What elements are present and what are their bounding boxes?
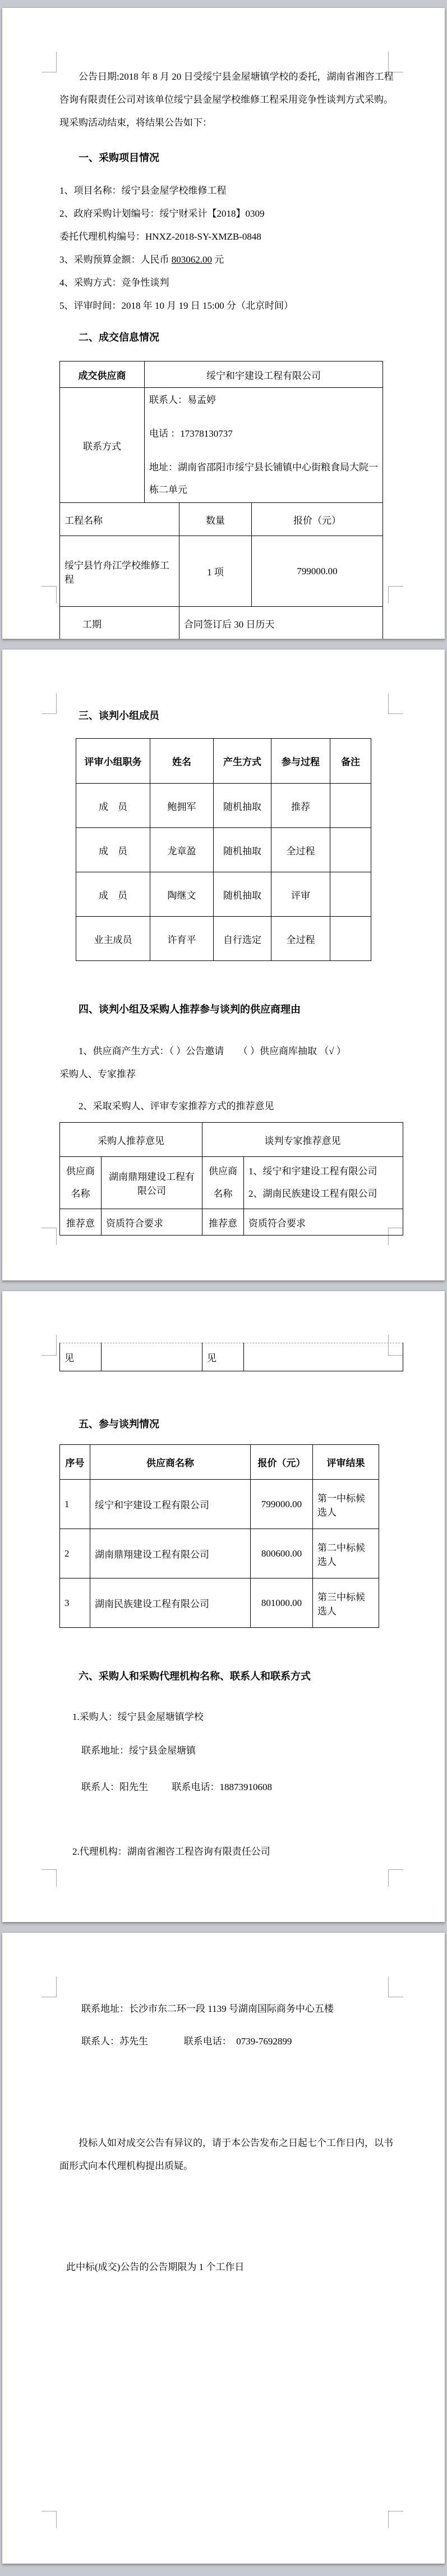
buyer-address: 联系地址：绥宁县金屋塘镇: [81, 1745, 196, 1756]
table-row: [60, 1578, 379, 1628]
panel-note: [330, 872, 371, 917]
buyer-opinion-header: 采购人推荐意见: [60, 1123, 202, 1157]
crop-mark-top-left-icon: [42, 1976, 57, 1997]
bid-price: 801000.00: [251, 1578, 313, 1628]
panel-process: 全过程: [271, 917, 330, 961]
section-heading-5: 五、参与谈判情况: [79, 1419, 159, 1430]
bid-col-index: 序号: [60, 1445, 90, 1480]
bid-supplier: 湖南鼎翔建设工程有限公司: [90, 1529, 251, 1578]
panel-method: 随机抽取: [214, 872, 271, 917]
supplier-mode-line1: 1、供应商产生方式：（ ）公告邀请 （ ）供应商库抽取 （√ ）: [79, 1046, 346, 1056]
opinion-label: 推荐意: [60, 1209, 102, 1236]
bid-index: 2: [60, 1529, 90, 1578]
table-row: [76, 784, 371, 828]
buyer-name: 1.采购人：绥宁县金屋塘镇学校: [72, 1712, 204, 1722]
panel-note: [330, 828, 371, 872]
crop-mark-top-right-icon: [388, 1976, 403, 1997]
panel-note: [330, 784, 371, 828]
expert-recommended-suppliers: [244, 1157, 403, 1209]
panel-method: 随机抽取: [214, 784, 271, 828]
table-row: [60, 388, 383, 503]
contact-label: 联系方式: [60, 388, 145, 503]
table-row: [60, 536, 383, 607]
page-4-content: [2, 1997, 445, 2278]
col-price: 报价（元）: [252, 503, 383, 536]
bid-col-result: 评审结果: [313, 1445, 379, 1480]
crop-mark-bottom-left-icon: [42, 1869, 57, 1887]
page-1: [2, 8, 445, 639]
panel-role: 成 员: [76, 784, 150, 828]
page-3: [2, 1291, 445, 1922]
duration-label: 工期: [60, 607, 179, 639]
item-budget: [59, 248, 394, 271]
bid-price: 800600.00: [251, 1529, 313, 1578]
page-2-content: [2, 709, 445, 1236]
expert-opinion-value: 资质符合要求: [244, 1209, 403, 1236]
project-name: 绥宁县竹舟江学校维修工程: [60, 536, 179, 607]
panel-method: 随机抽取: [214, 828, 271, 872]
buyer-recommended-supplier: 湖南鼎翔建设工程有限公司: [102, 1157, 202, 1209]
budget-prefix: 3、采购预算金额：人民币: [59, 254, 172, 265]
agency-address: 联系地址：长沙市东二环一段 1139 号湖南国际商务中心五楼: [81, 2003, 334, 2014]
bid-price: 799000.00: [251, 1480, 313, 1529]
expert-supplier-2: 2、湖南民族建设工程有限公司: [248, 1188, 377, 1199]
buyer-contact: 联系人：阳先生 联系电话：18873910608: [81, 1782, 272, 1792]
col-project: 工程名称: [60, 503, 179, 536]
section-heading-4: 四、谈判小组及采购人推荐参与谈判的供应商理由: [79, 1004, 301, 1015]
panel-col-note: 备注: [330, 739, 371, 784]
section-heading-3: 三、谈判小组成员: [79, 710, 159, 721]
opinion-label: 推荐意: [202, 1209, 244, 1236]
section-heading-2: 二、成交信息情况: [79, 332, 159, 343]
section-heading-6: 六、采购人和采购代理机构名称、联系人和联系方式: [79, 1671, 311, 1682]
recommend-table: [59, 1122, 403, 1236]
bid-supplier: 绥宁和宇建设工程有限公司: [90, 1480, 251, 1529]
crop-mark-bottom-right-icon: [388, 2511, 403, 2528]
table-header-row: [76, 739, 371, 784]
agency-name: 2.代理机构：湖南省湘咨工程咨询有限责任公司: [72, 1846, 270, 1857]
col-qty: 数量: [179, 503, 252, 536]
table-row: [60, 503, 383, 536]
table-row: [76, 917, 371, 961]
opinion-label-continued: 见: [60, 1343, 102, 1371]
opinion-label-continued: 见: [202, 1343, 244, 1371]
panel-col-method: 产生方式: [214, 739, 271, 784]
supplier-label: 成交供应商: [60, 362, 145, 388]
item-agency-number: 委托代理机构编号：HNXZ-2018-SY-XMZB-0848: [59, 231, 261, 242]
project-price: 799000.00: [252, 536, 383, 607]
supplier-value: 绥宁和宇建设工程有限公司: [145, 362, 383, 388]
section-heading-1: 一、采购项目情况: [79, 152, 159, 163]
agency-contact: 联系人：苏先生 联系电话： 0739-7692899: [81, 2036, 292, 2047]
table-row: [60, 1157, 403, 1209]
crop-mark-bottom-left-icon: [42, 2511, 57, 2528]
deal-table-bottom: [59, 502, 383, 639]
table-row: [76, 872, 371, 917]
contact-phone: 电话 ：17378130737: [149, 428, 233, 439]
duration-value: 合同签订后 30 日历天: [179, 607, 383, 639]
budget-amount: 803062.00: [171, 254, 212, 265]
table-row: [60, 607, 383, 639]
page-4: [2, 1933, 445, 2564]
expert-opinion-header: 谈判专家推荐意见: [202, 1123, 403, 1157]
project-info-list: [59, 179, 394, 317]
panel-name: 陶继文: [150, 872, 214, 917]
announcement-period-note: 此中标(成交)公告的公告期限为 1 个工作日: [66, 2262, 245, 2272]
contact-person: 联系人：易孟婷: [149, 395, 216, 405]
item-review-time: 5、评审时间：2018 年 10 月 19 日 15:00 分（北京时间）: [59, 300, 293, 311]
table-header-row: [60, 1123, 403, 1157]
panel-name: 许育平: [150, 917, 214, 961]
table-row: [60, 1529, 379, 1578]
item-plan-number: 2、政府采购计划编号：绥宁财采计【2018】0309: [59, 208, 265, 219]
panel-method: 自行选定: [214, 917, 271, 961]
table-row: [60, 362, 383, 388]
panel-role: 业主成员: [76, 917, 150, 961]
bid-col-price: 报价（元）: [251, 1445, 313, 1480]
empty-cell: [244, 1343, 403, 1371]
page-2: [2, 649, 445, 1280]
table-row: [60, 1480, 379, 1529]
supplier-mode-line2: 采购人、专家推荐: [59, 1069, 136, 1079]
panel-note: [330, 917, 371, 961]
panel-process: 评审: [271, 872, 330, 917]
recommend-table-continuation: [59, 1343, 403, 1371]
expert-supplier-1: 1、绥宁和宇建设工程有限公司: [248, 1166, 377, 1177]
bid-col-supplier: 供应商名称: [90, 1445, 251, 1480]
supplier-name-label: 供应商名称: [60, 1157, 102, 1209]
bid-result: 第二中标候选人: [313, 1529, 379, 1578]
bid-table: [59, 1444, 379, 1628]
panel-process: 推荐: [271, 784, 330, 828]
panel-role: 成 员: [76, 828, 150, 872]
supplier-name-label: 供应商名称: [202, 1157, 244, 1209]
panel-table: [76, 738, 371, 961]
deal-table-top: [59, 361, 383, 503]
objection-paragraph: 投标人如对成交公告有异议的，请于本公告发布之日起七个工作日内，以书面形式向本代理机构提出质疑。: [59, 2138, 393, 2171]
table-row: [76, 828, 371, 872]
panel-name: 鲍拥军: [150, 784, 214, 828]
table-header-row: [60, 1445, 379, 1480]
buyer-opinion-value: 资质符合要求: [102, 1209, 202, 1236]
panel-col-name: 姓名: [150, 739, 214, 784]
panel-col-process: 参与过程: [271, 739, 330, 784]
budget-suffix: 元: [212, 254, 224, 265]
crop-mark-bottom-right-icon: [388, 1869, 403, 1887]
item-method: 4、采购方式：竞争性谈判: [59, 277, 169, 288]
page-1-content: [2, 65, 445, 639]
project-qty: 1 项: [179, 536, 252, 607]
recommend-title: 2、采取采购人、评审专家推荐方式的推荐意见: [79, 1101, 274, 1111]
bid-supplier: 湖南民族建设工程有限公司: [90, 1578, 251, 1628]
contact-address: 地址：湖南省邵阳市绥宁县长铺镇中心街粮食局大院一栋二单元: [149, 462, 378, 495]
table-row: [60, 1209, 403, 1236]
bid-index: 1: [60, 1480, 90, 1529]
panel-col-role: 评审小组职务: [76, 739, 150, 784]
empty-cell: [102, 1343, 202, 1371]
table-row: [60, 1343, 403, 1371]
bid-index: 3: [60, 1578, 90, 1628]
panel-process: 全过程: [271, 828, 330, 872]
page-3-content: [2, 1343, 445, 1863]
panel-name: 龙章盈: [150, 828, 214, 872]
announcement-intro: 公告日期:2018 年 8 月 20 日受绥宁县金屋塘镇学校的委托，湖南省湘咨工程咨询有限责任公司对该单位绥宁县金屋学校维修工程采用竞争性谈判方式采购。现采购活动结束，将结果公告如下：: [59, 71, 394, 128]
bid-result: 第三中标候选人: [313, 1578, 379, 1628]
bid-result: 第一中标候选人: [313, 1480, 379, 1529]
contact-details: [145, 388, 383, 503]
panel-role: 成 员: [76, 872, 150, 917]
item-project-name: 1、项目名称：绥宁县金屋学校维修工程: [59, 185, 227, 196]
